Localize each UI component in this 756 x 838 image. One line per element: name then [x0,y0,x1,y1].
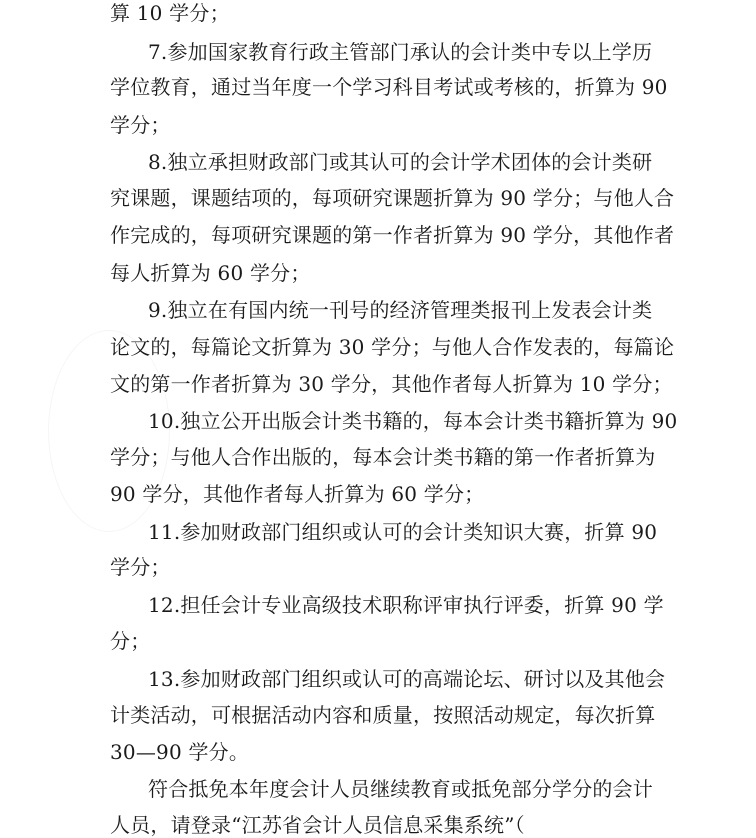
text-line-11: 文的第一作者折算为 30 学分，其他作者每人折算为 10 学分； [110,372,673,396]
text-line-3: 学位教育，通过当年度一个学习科目考试或考核的，折算为 90 [110,75,668,99]
text-line-5: 8.独立承担财政部门或其认可的会计学术团体的会计类研 [148,150,653,174]
text-line-22: 符合抵免本年度会计人员继续教育或抵免部分学分的会计 [148,777,653,801]
text-line-1: 算 10 学分； [110,1,230,25]
text-line-13: 学分；与他人合作出版的，每本会计类书籍的第一作者折算为 [110,445,656,469]
text-line-23: 人员，请登录“江苏省会计人员信息采集系统”（ [110,813,525,837]
text-line-8: 每人折算为 60 学分； [110,261,311,285]
text-line-7: 作完成的，每项研究课题的第一作者折算为 90 学分，其他作者 [110,223,675,247]
text-line-20: 计类活动，可根据活动内容和质量，按照活动规定，每次折算 [110,703,656,727]
text-line-18: 分； [110,629,151,653]
text-line-17: 12.担任会计专业高级技术职称评审执行评委，折算 90 学 [148,593,664,617]
text-line-9: 9.独立在有国内统一刊号的经济管理类报刊上发表会计类 [148,298,653,322]
text-line-16: 学分； [110,555,171,579]
text-line-10: 论文的，每篇论文折算为 30 学分；与他人合作发表的，每篇论 [110,335,675,359]
text-line-2: 7.参加国家教育行政主管部门承认的会计类中专以上学历 [148,40,653,64]
text-line-12: 10.独立公开出版会计类书籍的，每本会计类书籍折算为 90 [148,409,678,433]
text-line-19: 13.参加财政部门组织或认可的高端论坛、研讨以及其他会 [148,667,666,691]
text-line-4: 学分； [110,113,171,137]
text-line-14: 90 学分，其他作者每人折算为 60 学分； [110,482,485,506]
text-line-21: 30—90 学分。 [110,740,250,764]
text-line-15: 11.参加财政部门组织或认可的会计类知识大赛，折算 90 [148,520,658,544]
text-line-6: 究课题，课题结项的，每项研究课题折算为 90 学分；与他人合 [110,186,675,210]
